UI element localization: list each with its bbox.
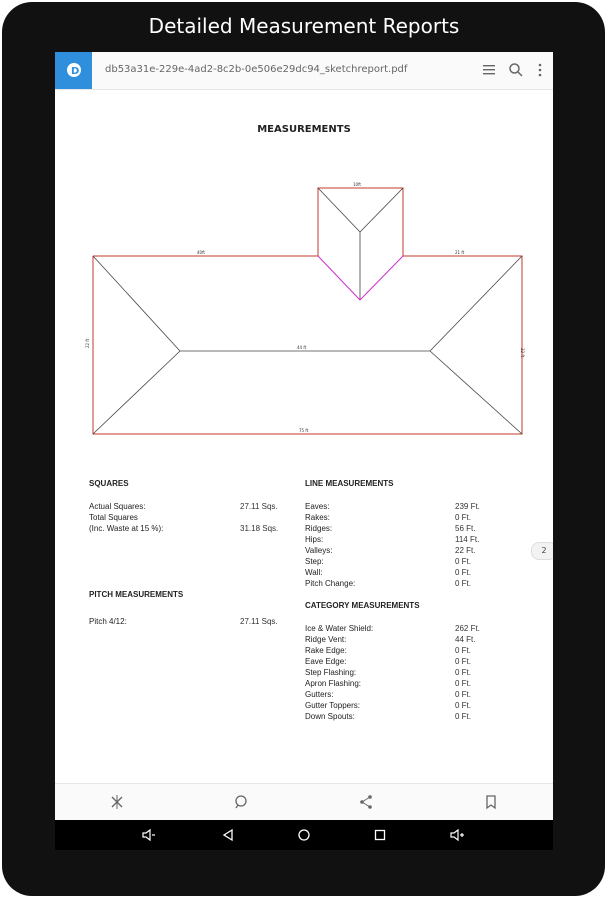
recents-icon[interactable] <box>372 827 388 843</box>
search-icon[interactable] <box>507 61 525 79</box>
category-row-value: 262 Ft. <box>455 624 480 633</box>
category-row-label: Gutter Toppers: <box>305 701 360 710</box>
squares-title: SQUARES <box>89 479 129 488</box>
line-row-value: 0 Ft. <box>455 579 472 588</box>
sketch-label: 10ft <box>353 182 361 187</box>
category-row-label: Rake Edge: <box>305 646 347 655</box>
hip-line <box>430 351 522 434</box>
sketch-label: 22 ft <box>520 348 525 358</box>
line-measurements-title: LINE MEASUREMENTS <box>305 479 394 488</box>
sketch-label: 44 ft <box>297 345 307 350</box>
category-row-label: Eave Edge: <box>305 657 347 666</box>
list-icon[interactable] <box>480 61 498 79</box>
line-row-value: 56 Ft. <box>455 524 476 533</box>
category-row-value: 44 Ft. <box>455 635 476 644</box>
line-row-label: Hips: <box>305 535 324 544</box>
line-row-label: Eaves: <box>305 502 330 511</box>
more-vert-icon[interactable] <box>531 61 549 79</box>
line-row-value: 114 Ft. <box>455 535 480 544</box>
squares-row-value: 27.11 Sqs. <box>240 502 278 511</box>
share-icon[interactable] <box>358 794 374 810</box>
back-icon[interactable] <box>220 827 236 843</box>
bottom-toolbar <box>55 783 553 820</box>
category-row-label: Down Spouts: <box>305 712 355 721</box>
squares-row-label: (Inc. Waste at 15 %): <box>89 524 164 533</box>
pitch-row-label: Pitch 4/12: <box>89 617 127 626</box>
pitch-title: PITCH MEASUREMENTS <box>89 590 184 599</box>
category-row-label: Ridge Vent: <box>305 635 347 644</box>
sketch-label: 40ft <box>197 250 205 255</box>
pdf-viewer-screen <box>55 52 553 820</box>
line-row-label: Rakes: <box>305 513 330 522</box>
system-navigation-bar <box>55 820 553 850</box>
category-row-value: 0 Ft. <box>455 701 472 710</box>
volume-up-icon[interactable] <box>449 827 465 843</box>
line-row-value: 0 Ft. <box>455 557 472 566</box>
line-row-label: Pitch Change: <box>305 579 356 588</box>
comment-icon[interactable] <box>233 794 249 810</box>
app-logo-icon[interactable] <box>55 52 92 89</box>
page-title: MEASUREMENTS <box>257 124 351 135</box>
hip-line <box>93 256 180 351</box>
category-row-value: 0 Ft. <box>455 657 472 666</box>
category-row-value: 0 Ft. <box>455 690 472 699</box>
line-row-value: 239 Ft. <box>455 502 480 511</box>
category-row-label: Gutters: <box>305 690 334 699</box>
roof-sketch-diagram <box>85 182 525 442</box>
category-row-value: 0 Ft. <box>455 646 472 655</box>
squares-row-label: Total Squares <box>89 513 138 522</box>
line-row-label: Ridges: <box>305 524 333 533</box>
hip-line <box>360 188 403 232</box>
category-row-value: 0 Ft. <box>455 679 472 688</box>
squares-row-value: 31.18 Sqs. <box>240 524 279 533</box>
squares-row-label: Actual Squares: <box>89 502 146 511</box>
hip-line <box>93 351 180 434</box>
home-icon[interactable] <box>296 827 312 843</box>
pitch-row-value: 27.11 Sqs. <box>240 617 278 626</box>
valley-line <box>318 256 360 300</box>
sketch-label: 22 ft <box>85 338 90 348</box>
page-number-badge[interactable]: 2 <box>531 542 553 560</box>
line-row-label: Valleys: <box>305 546 333 555</box>
sketch-label: 21 ft <box>455 250 465 255</box>
crop-icon[interactable] <box>109 794 125 810</box>
hip-line <box>430 256 522 351</box>
category-row-label: Ice & Water Shield: <box>305 624 374 633</box>
line-row-label: Wall: <box>305 568 323 577</box>
category-row-label: Step Flashing: <box>305 668 357 677</box>
category-row-value: 0 Ft. <box>455 712 472 721</box>
bookmark-icon[interactable] <box>483 794 499 810</box>
category-row-label: Apron Flashing: <box>305 679 362 688</box>
hip-line <box>318 188 360 232</box>
device-title: Detailed Measurement Reports <box>148 14 460 38</box>
volume-down-icon[interactable] <box>141 827 157 843</box>
category-row-value: 0 Ft. <box>455 668 472 677</box>
top-toolbar <box>55 52 553 90</box>
valley-line <box>360 256 403 300</box>
line-row-value: 0 Ft. <box>455 513 472 522</box>
roof-outline <box>93 188 522 434</box>
svg-text:D: D <box>71 66 80 77</box>
category-measurements-title: CATEGORY MEASUREMENTS <box>305 601 420 610</box>
line-row-label: Step: <box>305 557 324 566</box>
file-name: db53a31e-229e-4ad2-8c2b-0e506e29dc94_sketchreport.pdf <box>105 64 408 75</box>
line-row-value: 22 Ft. <box>455 546 476 555</box>
sketch-label: 75 ft <box>299 428 309 433</box>
line-row-value: 0 Ft. <box>455 568 472 577</box>
